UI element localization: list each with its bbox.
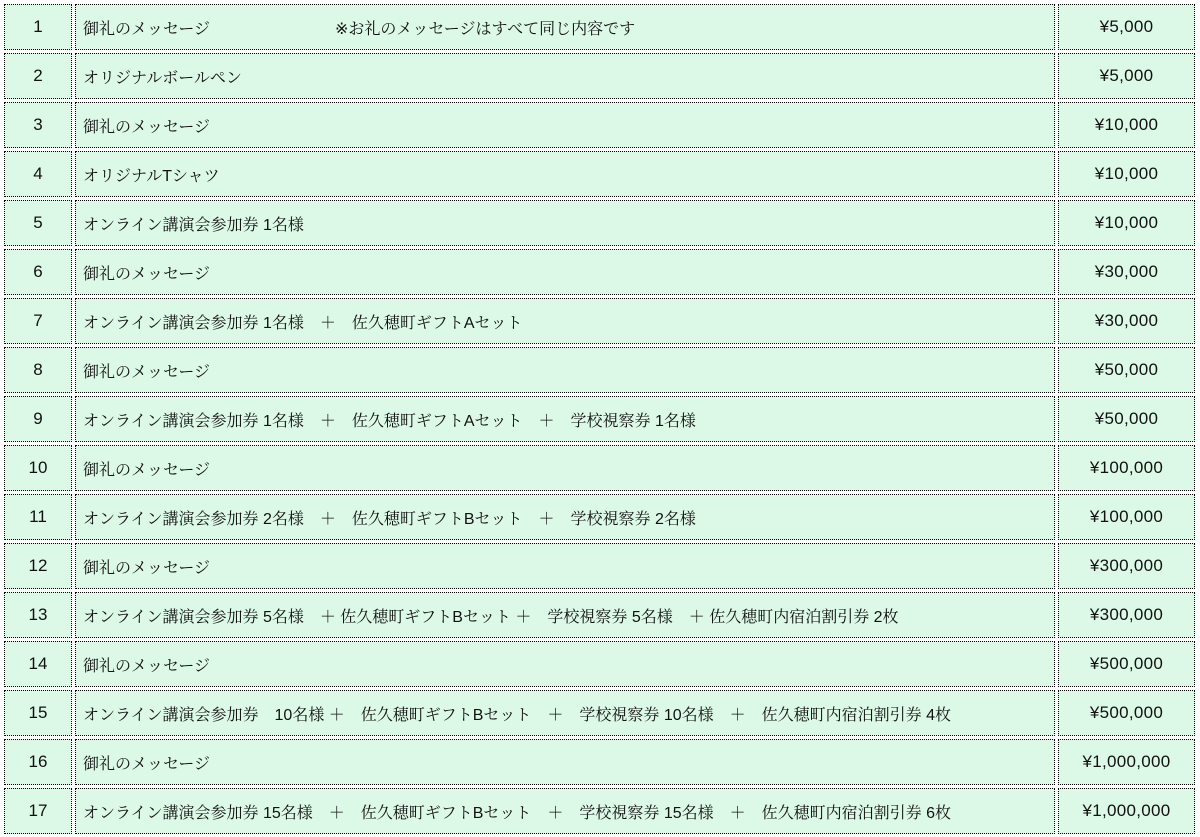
row-number: 15 (4, 690, 72, 736)
row-number: 11 (4, 494, 72, 540)
row-number: 2 (4, 53, 72, 99)
reward-description-wrap (83, 212, 1053, 235)
table-row (4, 200, 1195, 246)
reward-text: 御礼のメッセージ (83, 363, 211, 381)
reward-description-wrap (83, 800, 1053, 823)
reward-text: オリジナルボールペン (83, 69, 242, 87)
reward-description-wrap (83, 310, 1053, 333)
row-number: 9 (4, 396, 72, 442)
reward-description-wrap (83, 114, 1053, 137)
table-row (4, 690, 1195, 736)
table-row (4, 739, 1195, 785)
row-number: 6 (4, 249, 72, 295)
reward-price: ¥100,000 (1058, 445, 1195, 491)
row-number: 1 (4, 4, 72, 50)
reward-description (75, 592, 1055, 638)
reward-description (75, 494, 1055, 540)
reward-text: 御礼のメッセージ (83, 755, 211, 773)
row-number: 10 (4, 445, 72, 491)
reward-text: オンライン講演会参加券 1名様 (83, 216, 304, 234)
reward-description (75, 151, 1055, 197)
reward-text: 御礼のメッセージ (83, 559, 211, 577)
reward-description-wrap (83, 751, 1053, 774)
row-number: 7 (4, 298, 72, 344)
table-row (4, 4, 1195, 50)
reward-description (75, 249, 1055, 295)
reward-description (75, 53, 1055, 99)
reward-description (75, 200, 1055, 246)
table-row (4, 347, 1195, 393)
reward-price: ¥300,000 (1058, 592, 1195, 638)
reward-description-wrap (83, 457, 1053, 480)
reward-text: 御礼のメッセージ (83, 265, 211, 283)
reward-price: ¥100,000 (1058, 494, 1195, 540)
table-row (4, 641, 1195, 687)
reward-description (75, 690, 1055, 736)
reward-price: ¥30,000 (1058, 249, 1195, 295)
row-number: 12 (4, 543, 72, 589)
row-number: 16 (4, 739, 72, 785)
reward-text: オリジナルTシャツ (83, 167, 220, 185)
table-row (4, 53, 1195, 99)
reward-price: ¥10,000 (1058, 102, 1195, 148)
table-row (4, 592, 1195, 638)
reward-description-wrap (83, 653, 1053, 676)
reward-text: オンライン講演会参加券 2名様 ＋ 佐久穂町ギフトBセット ＋ 学校視察券 2名様 (83, 510, 696, 528)
reward-price: ¥10,000 (1058, 151, 1195, 197)
reward-text: オンライン講演会参加券 10名様 ＋ 佐久穂町ギフトBセット ＋ 学校視察券 10名様 ＋ 佐久穂町内宿泊割引券 4枚 (83, 706, 952, 724)
reward-price: ¥500,000 (1058, 641, 1195, 687)
reward-description-wrap (83, 261, 1053, 284)
row-number: 8 (4, 347, 72, 393)
reward-description-wrap (83, 16, 1053, 39)
reward-description (75, 102, 1055, 148)
reward-description-wrap (83, 604, 1053, 627)
reward-text: オンライン講演会参加券 5名様 ＋ 佐久穂町ギフトBセット ＋ 学校視察券 5名様 ＋ 佐久穂町内宿泊割引券 2枚 (83, 608, 899, 626)
reward-description (75, 396, 1055, 442)
reward-description (75, 347, 1055, 393)
reward-text: オンライン講演会参加券 15名様 ＋ 佐久穂町ギフトBセット ＋ 学校視察券 15名様 ＋ 佐久穂町内宿泊割引券 6枚 (83, 804, 952, 822)
table-row (4, 151, 1195, 197)
reward-price: ¥10,000 (1058, 200, 1195, 246)
reward-description (75, 788, 1055, 834)
rewards-table-body (4, 4, 1195, 834)
table-row (4, 102, 1195, 148)
reward-price: ¥1,000,000 (1058, 739, 1195, 785)
reward-price: ¥5,000 (1058, 53, 1195, 99)
reward-description (75, 298, 1055, 344)
reward-description (75, 543, 1055, 589)
reward-description-wrap (83, 163, 1053, 186)
reward-description-wrap (83, 359, 1053, 382)
reward-price: ¥50,000 (1058, 396, 1195, 442)
reward-description-wrap (83, 702, 1053, 725)
reward-description-wrap (83, 506, 1053, 529)
reward-description (75, 445, 1055, 491)
reward-price: ¥500,000 (1058, 690, 1195, 736)
table-row (4, 396, 1195, 442)
row-number: 14 (4, 641, 72, 687)
reward-text: オンライン講演会参加券 1名様 ＋ 佐久穂町ギフトAセット (83, 314, 523, 332)
row-number: 13 (4, 592, 72, 638)
reward-description (75, 641, 1055, 687)
table-row (4, 298, 1195, 344)
reward-description (75, 739, 1055, 785)
table-row (4, 249, 1195, 295)
table-row (4, 445, 1195, 491)
row-number: 3 (4, 102, 72, 148)
rewards-table (1, 1, 1198, 837)
reward-text: 御礼のメッセージ (83, 461, 211, 479)
reward-price: ¥5,000 (1058, 4, 1195, 50)
reward-text: オンライン講演会参加券 1名様 ＋ 佐久穂町ギフトAセット ＋ 学校視察券 1名様 (83, 412, 696, 430)
reward-price: ¥50,000 (1058, 347, 1195, 393)
reward-price: ¥30,000 (1058, 298, 1195, 344)
reward-text: 御礼のメッセージ (83, 118, 211, 136)
reward-price: ¥300,000 (1058, 543, 1195, 589)
table-row (4, 788, 1195, 834)
reward-description-wrap (83, 65, 1053, 88)
reward-description (75, 4, 1055, 50)
reward-note: ※お礼のメッセージはすべて同じ内容です (335, 20, 636, 38)
table-row (4, 494, 1195, 540)
row-number: 17 (4, 788, 72, 834)
reward-description-wrap (83, 408, 1053, 431)
reward-price: ¥1,000,000 (1058, 788, 1195, 834)
row-number: 5 (4, 200, 72, 246)
table-row (4, 543, 1195, 589)
row-number: 4 (4, 151, 72, 197)
reward-text: 御礼のメッセージ (83, 20, 211, 38)
reward-text: 御礼のメッセージ (83, 657, 211, 675)
reward-description-wrap (83, 555, 1053, 578)
